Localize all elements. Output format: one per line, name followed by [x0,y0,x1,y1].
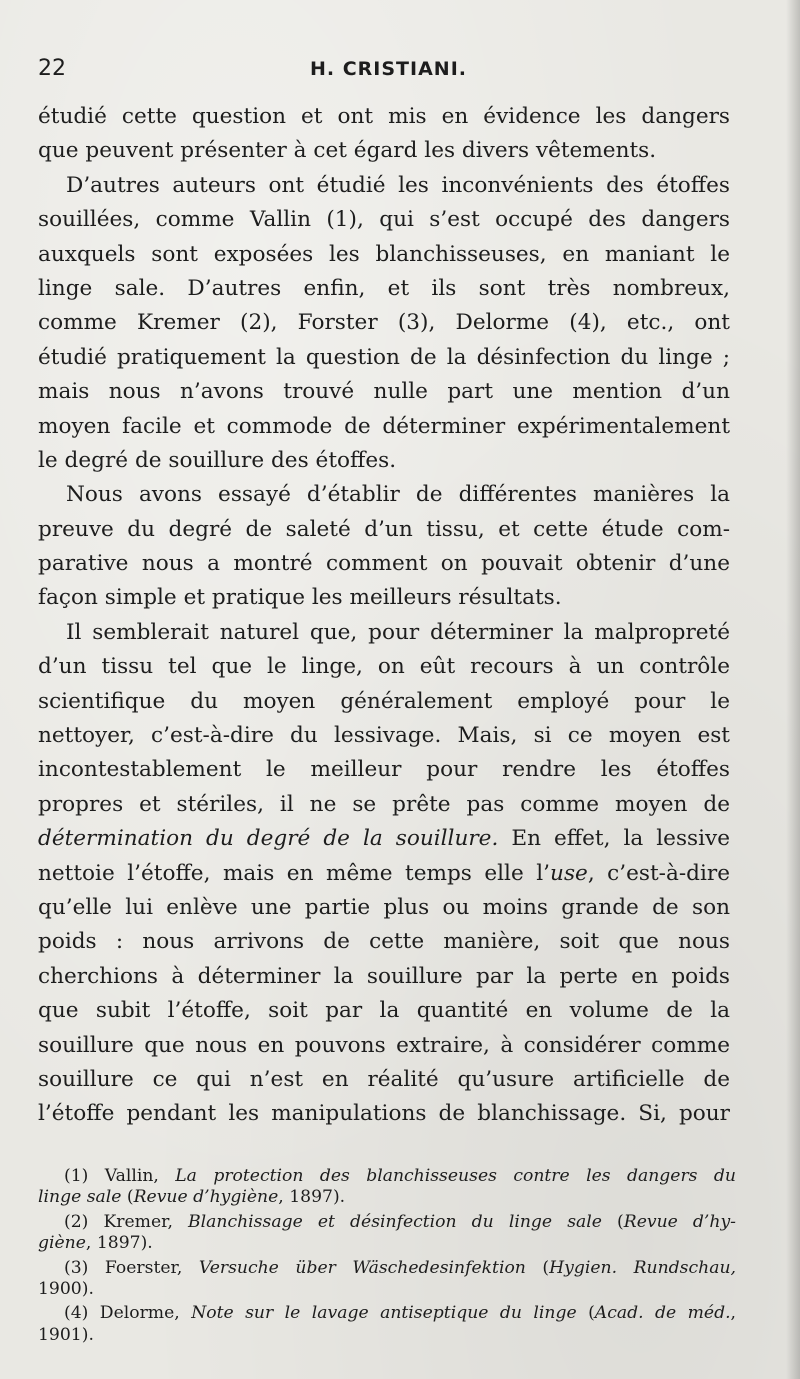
footnote-italic: Blanchissage et désinfection du linge sale [188,1211,602,1232]
italic-phrase: détermination du degré de la souillure. [38,826,499,852]
text-line: que subit l’étoffe, soit par la quantité en volume de la [38,998,730,1024]
footnote [38,1303,736,1346]
text-line: étudié pratiquement la question de la désinfection du linge ; [38,344,730,370]
text-line: façon simple et pratique les meilleurs résultats. [38,585,562,611]
footnote-italic: Note sur le lavage antiseptique du linge [191,1303,577,1324]
footnote-text: ( [121,1187,134,1208]
text-line: Nous avons essayé d’établir de différentes manières la [66,482,730,508]
text-line: comme Kremer (2), Forster (3), Delorme (4), etc., ont [38,310,730,336]
footnote-italic: Revue d’hy- [623,1211,736,1232]
text-line: parative nous a montré comment on pouvait obtenir d’une [38,551,730,577]
text-line [38,822,730,856]
footnote-line [38,1325,736,1346]
footnote-line [38,1303,736,1324]
footnote [38,1212,736,1255]
text-line: mais nous n’avons trouvé nulle part une mention d’un [38,379,730,405]
footnote-text: 1901). [38,1324,94,1345]
text-line: d’un tissu tel que le linge, on eût recours à un contrôle [38,654,730,680]
page-edge-shadow [786,0,800,1379]
footnote [38,1166,736,1209]
footnote-line [38,1258,736,1279]
footnote-italic: linge sale [38,1187,122,1208]
footnote-text: ( [601,1211,624,1232]
text-line: étudié cette question et ont mis en évidence les dangers [38,104,730,129]
footnote-line [38,1166,736,1187]
text-line: Il semblerait naturel que, pour déterminer la malpropreté [66,619,730,645]
text-line: souillure ce qui n’est en réalité qu’usure artificielle de [38,1066,730,1092]
text-line: le degré de souillure des étoffes. [38,447,397,473]
text-line: souillure que nous en pouvons extraire, à considérer comme [38,1032,730,1058]
footnote-text: , 1897). [278,1187,346,1208]
footnote-italic: Hygien. Rundschau, [549,1257,736,1278]
footnote-text: 1900). [38,1279,94,1300]
footnote-text: ( [576,1303,595,1324]
footnote-italic: Versuche über Wäschedesinfektion [198,1257,526,1278]
footnote-text: (1) Vallin, [64,1166,176,1186]
page-number: 22 [38,56,66,81]
text-line: preuve du degré de saleté d’un tissu, et cette étude com- [38,516,730,542]
text-line: scientifique du moyen généralement employé pour le [38,688,730,714]
footnote-line [38,1212,736,1233]
footnote-line [38,1279,736,1300]
footnote-line [38,1187,736,1208]
text-segment: En effet, la lessive [498,826,730,852]
running-head: H. CRISTIANI. [310,58,467,80]
text-line: linge sale. D’autres enfin, et ils sont très nombreux, [38,275,730,301]
text-line: qu’elle lui enlève une partie plus ou moins grande de son [38,894,730,920]
footnote-line [38,1233,736,1254]
italic-word: use [550,860,588,886]
footnote-text: , 1897). [85,1233,153,1254]
text-line: propres et stériles, il ne se prête pas comme moyen de [38,791,730,817]
footnote-text: ( [525,1257,550,1278]
text-line: poids : nous arrivons de cette manière, soit que nous [38,929,730,955]
footnote-italic: giène [38,1233,86,1254]
footnote-italic: Acad. de méd. [594,1303,731,1324]
footnote-text: , [730,1303,737,1324]
text-line: que peuvent présenter à cet égard les divers vêtements. [38,138,657,164]
text-line [38,857,730,891]
footnote-italic: La protection des blanchisseuses contre les dangers du [175,1166,736,1186]
footnote-italic: Revue d’hygiène [133,1187,279,1208]
text-segment: nettoie l’étoffe, mais en même temps elle l’ [38,860,551,886]
text-line: moyen facile et commode de déterminer expérimentalement [38,413,730,439]
text-line: auxquels sont exposées les blanchisseuses, en maniant le [38,241,730,267]
text-line: l’étoffe pendant les manipulations de blanchissage. Si, pour [38,1101,730,1127]
text-line: souillées, comme Vallin (1), qui s’est occupé des dangers [38,207,730,233]
text-line: D’autres auteurs ont étudié les inconvénients des étoffes [66,172,730,198]
footnote-text: (2) Kremer, [64,1211,189,1232]
text-line: incontestablement le meilleur pour rendre les étoffes [38,757,730,783]
text-segment: , c’est-à-dire [587,860,730,886]
footnote [38,1258,736,1301]
page-header [38,56,728,90]
footnote-text: (4) Delorme, [64,1303,192,1324]
footnotes [38,1166,736,1349]
text-line: nettoyer, c’est-à-dire du lessivage. Mais, si ce moyen est [38,723,730,749]
footnote-text: (3) Foerster, [64,1257,199,1278]
text-line: cherchions à déterminer la souillure par la perte en poids [38,963,730,989]
body-text [38,100,730,1132]
